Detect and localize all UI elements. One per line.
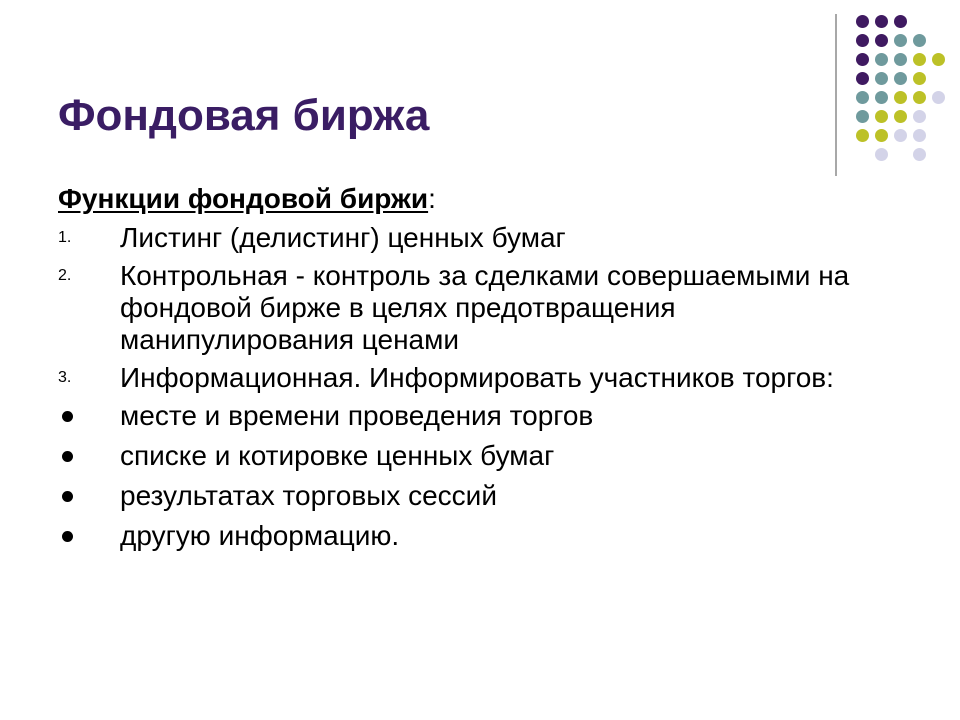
dot-icon <box>913 34 926 47</box>
dot-icon <box>913 72 926 85</box>
dot-icon <box>875 129 888 142</box>
list-item-text: Информационная. Информировать участников торгов: <box>120 362 834 393</box>
dot-icon <box>894 129 907 142</box>
list-item <box>58 400 908 432</box>
dot-icon <box>932 53 945 66</box>
section-heading-text: Функции фондовой биржи <box>58 183 429 214</box>
dot-icon <box>913 91 926 104</box>
slide-title: Фондовая биржа <box>58 91 430 140</box>
bullet-list <box>58 400 908 552</box>
dot-icon <box>856 91 869 104</box>
bullet-icon <box>62 411 73 422</box>
list-item-text: Контрольная - контроль за сделками совершаемыми на фондовой бирже в целях предотвращения манипулирования ценами <box>120 260 850 355</box>
list-item-text: Листинг (делистинг) ценных бумаг <box>120 222 566 253</box>
dot-icon <box>856 129 869 142</box>
list-item <box>58 520 908 552</box>
list-item-text: месте и времени проведения торгов <box>120 400 594 431</box>
list-item <box>58 480 908 512</box>
dot-icon <box>856 72 869 85</box>
dot-icon <box>856 53 869 66</box>
list-item-text: списке и котировке ценных бумаг <box>120 440 555 471</box>
section-heading <box>58 180 908 218</box>
divider-line <box>835 14 837 176</box>
slide-body <box>58 180 908 560</box>
dot-icon <box>894 34 907 47</box>
dot-icon <box>894 91 907 104</box>
list-item <box>58 440 908 472</box>
list-number: 2. <box>58 267 72 284</box>
dot-icon <box>932 91 945 104</box>
dot-icon <box>875 15 888 28</box>
dot-icon <box>856 34 869 47</box>
bullet-icon <box>62 491 73 502</box>
dot-icon <box>913 53 926 66</box>
section-heading-colon: : <box>428 183 436 214</box>
bullet-icon <box>62 531 73 542</box>
list-item <box>58 260 908 356</box>
dot-icon <box>894 15 907 28</box>
bullet-icon <box>62 451 73 462</box>
list-item-text: результатах торговых сессий <box>120 480 497 511</box>
list-item-text: другую информацию. <box>120 520 400 551</box>
numbered-list <box>58 222 908 394</box>
list-number: 1. <box>58 229 72 246</box>
dot-icon <box>894 72 907 85</box>
dot-icon <box>875 34 888 47</box>
dot-icon <box>894 110 907 123</box>
dot-icon <box>856 15 869 28</box>
dot-icon <box>894 53 907 66</box>
list-number: 3. <box>58 369 72 386</box>
dot-icon <box>875 53 888 66</box>
dot-icon <box>856 110 869 123</box>
dot-icon <box>875 72 888 85</box>
dot-icon <box>875 110 888 123</box>
dot-icon <box>913 110 926 123</box>
dot-icon <box>913 148 926 161</box>
list-item <box>58 362 908 394</box>
dot-icon <box>875 91 888 104</box>
list-item <box>58 222 908 254</box>
dot-icon <box>913 129 926 142</box>
dot-icon <box>875 148 888 161</box>
